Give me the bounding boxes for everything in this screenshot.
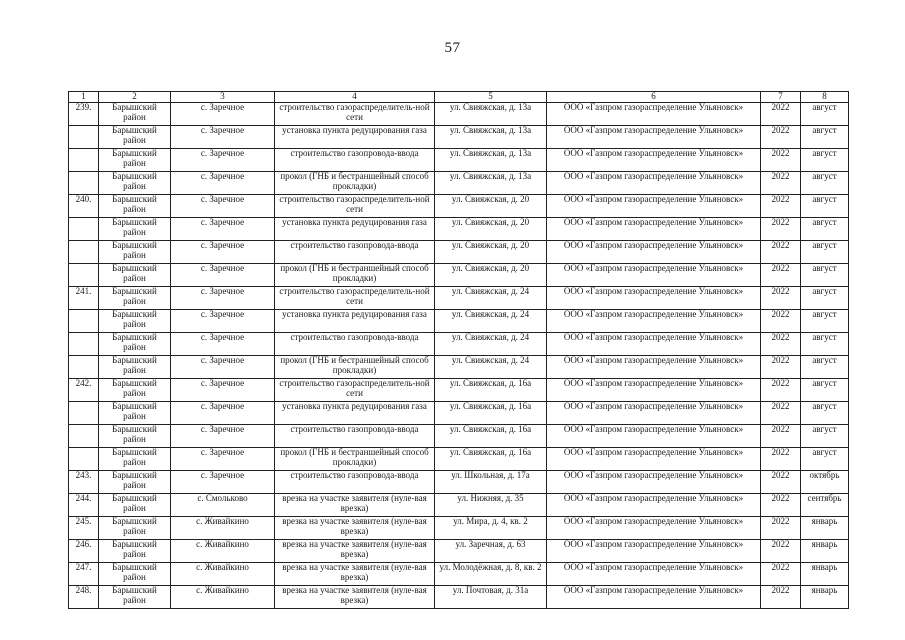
locality-cell: с. Заречное: [171, 356, 275, 379]
month-cell: август: [801, 310, 849, 333]
row-number-cell: [69, 149, 99, 172]
header-cell: 6: [547, 92, 761, 103]
district-cell: Барышский район: [99, 218, 171, 241]
year-cell: 2022: [761, 103, 801, 126]
district-cell: Барышский район: [99, 149, 171, 172]
table-row: [69, 356, 849, 379]
table-row: [69, 241, 849, 264]
address-cell: ул. Заречная, д. 63: [435, 540, 547, 563]
month-cell: август: [801, 264, 849, 287]
row-number-cell: [69, 218, 99, 241]
month-cell: август: [801, 356, 849, 379]
work-type-cell: установка пункта редуцирования газа: [275, 310, 435, 333]
district-cell: Барышский район: [99, 241, 171, 264]
month-cell: август: [801, 126, 849, 149]
table-row: [69, 448, 849, 471]
locality-cell: с. Заречное: [171, 425, 275, 448]
district-cell: Барышский район: [99, 287, 171, 310]
address-cell: ул. Свияжская, д. 20: [435, 264, 547, 287]
address-cell: ул. Свияжская, д. 20: [435, 218, 547, 241]
table-row: [69, 103, 849, 126]
work-type-cell: врезка на участке заявителя (нуле-вая врезка): [275, 563, 435, 586]
work-type-cell: строительство газораспределитель-ной сети: [275, 103, 435, 126]
locality-cell: с. Заречное: [171, 471, 275, 494]
locality-cell: с. Заречное: [171, 149, 275, 172]
organization-cell: ООО «Газпром газораспределение Ульяновск»: [547, 172, 761, 195]
address-cell: ул. Почтовая, д. 31а: [435, 586, 547, 609]
row-number-cell: [69, 126, 99, 149]
header-cell: 3: [171, 92, 275, 103]
organization-cell: ООО «Газпром газораспределение Ульяновск»: [547, 264, 761, 287]
organization-cell: ООО «Газпром газораспределение Ульяновск»: [547, 126, 761, 149]
locality-cell: с. Живайкино: [171, 540, 275, 563]
year-cell: 2022: [761, 379, 801, 402]
organization-cell: ООО «Газпром газораспределение Ульяновск»: [547, 471, 761, 494]
work-type-cell: врезка на участке заявителя (нуле-вая врезка): [275, 517, 435, 540]
work-type-cell: врезка на участке заявителя (нуле-вая врезка): [275, 540, 435, 563]
month-cell: август: [801, 241, 849, 264]
work-type-cell: строительство газораспределитель-ной сети: [275, 379, 435, 402]
work-type-cell: прокол (ГНБ и бестраншейный способ прокладки): [275, 448, 435, 471]
district-cell: Барышский район: [99, 356, 171, 379]
address-cell: ул. Нижняя, д. 35: [435, 494, 547, 517]
district-cell: Барышский район: [99, 494, 171, 517]
address-cell: ул. Свияжская, д. 24: [435, 356, 547, 379]
table-row: [69, 195, 849, 218]
month-cell: август: [801, 448, 849, 471]
organization-cell: ООО «Газпром газораспределение Ульяновск»: [547, 517, 761, 540]
year-cell: 2022: [761, 494, 801, 517]
row-number-cell: [69, 448, 99, 471]
locality-cell: с. Заречное: [171, 195, 275, 218]
year-cell: 2022: [761, 310, 801, 333]
district-cell: Барышский район: [99, 310, 171, 333]
year-cell: 2022: [761, 402, 801, 425]
row-number-cell: 240.: [69, 195, 99, 218]
year-cell: 2022: [761, 149, 801, 172]
table-row: [69, 563, 849, 586]
address-cell: ул. Свияжская, д. 13а: [435, 149, 547, 172]
month-cell: август: [801, 425, 849, 448]
month-cell: январь: [801, 586, 849, 609]
organization-cell: ООО «Газпром газораспределение Ульяновск»: [547, 333, 761, 356]
organization-cell: ООО «Газпром газораспределение Ульяновск»: [547, 402, 761, 425]
work-type-cell: строительство газораспределитель-ной сети: [275, 195, 435, 218]
year-cell: 2022: [761, 425, 801, 448]
address-cell: ул. Школьная, д. 17а: [435, 471, 547, 494]
address-cell: ул. Свияжская, д. 16а: [435, 402, 547, 425]
locality-cell: с. Заречное: [171, 310, 275, 333]
month-cell: январь: [801, 563, 849, 586]
locality-cell: с. Заречное: [171, 402, 275, 425]
year-cell: 2022: [761, 195, 801, 218]
month-cell: август: [801, 218, 849, 241]
organization-cell: ООО «Газпром газораспределение Ульяновск»: [547, 586, 761, 609]
address-cell: ул. Свияжская, д. 24: [435, 333, 547, 356]
row-number-cell: 239.: [69, 103, 99, 126]
month-cell: январь: [801, 540, 849, 563]
work-type-cell: строительство газопровода-ввода: [275, 471, 435, 494]
address-cell: ул. Свияжская, д. 20: [435, 195, 547, 218]
district-cell: Барышский район: [99, 126, 171, 149]
year-cell: 2022: [761, 517, 801, 540]
table-row: [69, 471, 849, 494]
district-cell: Барышский район: [99, 586, 171, 609]
organization-cell: ООО «Газпром газораспределение Ульяновск»: [547, 310, 761, 333]
work-type-cell: прокол (ГНБ и бестраншейный способ прокладки): [275, 356, 435, 379]
address-cell: ул. Мира, д. 4, кв. 2: [435, 517, 547, 540]
district-cell: Барышский район: [99, 563, 171, 586]
locality-cell: с. Заречное: [171, 264, 275, 287]
table-row: [69, 287, 849, 310]
address-cell: ул. Свияжская, д. 24: [435, 287, 547, 310]
locality-cell: с. Живайкино: [171, 586, 275, 609]
organization-cell: ООО «Газпром газораспределение Ульяновск»: [547, 563, 761, 586]
work-type-cell: прокол (ГНБ и бестраншейный способ прокладки): [275, 264, 435, 287]
work-type-cell: прокол (ГНБ и бестраншейный способ прокладки): [275, 172, 435, 195]
row-number-cell: [69, 264, 99, 287]
district-cell: Барышский район: [99, 517, 171, 540]
row-number-cell: 244.: [69, 494, 99, 517]
address-cell: ул. Свияжская, д. 13а: [435, 103, 547, 126]
organization-cell: ООО «Газпром газораспределение Ульяновск»: [547, 218, 761, 241]
month-cell: август: [801, 402, 849, 425]
table-row: [69, 586, 849, 609]
organization-cell: ООО «Газпром газораспределение Ульяновск»: [547, 149, 761, 172]
month-cell: январь: [801, 517, 849, 540]
table-row: [69, 218, 849, 241]
locality-cell: с. Заречное: [171, 333, 275, 356]
organization-cell: ООО «Газпром газораспределение Ульяновск»: [547, 425, 761, 448]
locality-cell: с. Заречное: [171, 448, 275, 471]
year-cell: 2022: [761, 218, 801, 241]
locality-cell: с. Заречное: [171, 218, 275, 241]
header-cell: 4: [275, 92, 435, 103]
work-type-cell: установка пункта редуцирования газа: [275, 218, 435, 241]
month-cell: август: [801, 333, 849, 356]
table-row: [69, 264, 849, 287]
row-number-cell: 242.: [69, 379, 99, 402]
header-cell: 1: [69, 92, 99, 103]
district-cell: Барышский район: [99, 264, 171, 287]
row-number-cell: [69, 172, 99, 195]
organization-cell: ООО «Газпром газораспределение Ульяновск»: [547, 241, 761, 264]
table-row: [69, 425, 849, 448]
district-cell: Барышский район: [99, 195, 171, 218]
page-number: 57: [444, 40, 461, 56]
district-cell: Барышский район: [99, 379, 171, 402]
work-type-cell: установка пункта редуцирования газа: [275, 126, 435, 149]
month-cell: август: [801, 172, 849, 195]
row-number-cell: 241.: [69, 287, 99, 310]
locality-cell: с. Заречное: [171, 103, 275, 126]
district-cell: Барышский район: [99, 172, 171, 195]
district-cell: Барышский район: [99, 402, 171, 425]
locality-cell: с. Заречное: [171, 379, 275, 402]
table-row: [69, 149, 849, 172]
year-cell: 2022: [761, 540, 801, 563]
row-number-cell: [69, 356, 99, 379]
header-cell: 2: [99, 92, 171, 103]
address-cell: ул. Молодёжная, д. 8, кв. 2: [435, 563, 547, 586]
district-cell: Барышский район: [99, 471, 171, 494]
locality-cell: с. Живайкино: [171, 563, 275, 586]
organization-cell: ООО «Газпром газораспределение Ульяновск»: [547, 356, 761, 379]
address-cell: ул. Свияжская, д. 13а: [435, 126, 547, 149]
work-type-cell: строительство газораспределитель-ной сети: [275, 287, 435, 310]
district-cell: Барышский район: [99, 425, 171, 448]
row-number-cell: [69, 310, 99, 333]
work-type-cell: строительство газопровода-ввода: [275, 241, 435, 264]
year-cell: 2022: [761, 333, 801, 356]
year-cell: 2022: [761, 287, 801, 310]
organization-cell: ООО «Газпром газораспределение Ульяновск»: [547, 448, 761, 471]
header-cell: 5: [435, 92, 547, 103]
year-cell: 2022: [761, 563, 801, 586]
row-number-cell: [69, 402, 99, 425]
organization-cell: ООО «Газпром газораспределение Ульяновск»: [547, 494, 761, 517]
locality-cell: с. Заречное: [171, 126, 275, 149]
works-table: [68, 91, 849, 609]
table-row: [69, 402, 849, 425]
month-cell: октябрь: [801, 471, 849, 494]
work-type-cell: врезка на участке заявителя (нуле-вая врезка): [275, 586, 435, 609]
address-cell: ул. Свияжская, д. 16а: [435, 448, 547, 471]
work-type-cell: установка пункта редуцирования газа: [275, 402, 435, 425]
address-cell: ул. Свияжская, д. 20: [435, 241, 547, 264]
month-cell: август: [801, 195, 849, 218]
year-cell: 2022: [761, 586, 801, 609]
month-cell: сентябрь: [801, 494, 849, 517]
table-row: [69, 333, 849, 356]
row-number-cell: 243.: [69, 471, 99, 494]
row-number-cell: [69, 425, 99, 448]
table-row: [69, 310, 849, 333]
month-cell: август: [801, 149, 849, 172]
locality-cell: с. Заречное: [171, 287, 275, 310]
header-cell: 7: [761, 92, 801, 103]
organization-cell: ООО «Газпром газораспределение Ульяновск»: [547, 103, 761, 126]
year-cell: 2022: [761, 241, 801, 264]
organization-cell: ООО «Газпром газораспределение Ульяновск»: [547, 540, 761, 563]
table-row: [69, 494, 849, 517]
work-type-cell: строительство газопровода-ввода: [275, 425, 435, 448]
organization-cell: ООО «Газпром газораспределение Ульяновск»: [547, 379, 761, 402]
row-number-cell: 245.: [69, 517, 99, 540]
year-cell: 2022: [761, 471, 801, 494]
address-cell: ул. Свияжская, д. 13а: [435, 172, 547, 195]
work-type-cell: строительство газопровода-ввода: [275, 333, 435, 356]
year-cell: 2022: [761, 126, 801, 149]
year-cell: 2022: [761, 172, 801, 195]
table-row: [69, 517, 849, 540]
year-cell: 2022: [761, 448, 801, 471]
locality-cell: с. Живайкино: [171, 517, 275, 540]
month-cell: август: [801, 103, 849, 126]
work-type-cell: врезка на участке заявителя (нуле-вая врезка): [275, 494, 435, 517]
locality-cell: с. Заречное: [171, 241, 275, 264]
row-number-cell: [69, 333, 99, 356]
header-cell: 8: [801, 92, 849, 103]
district-cell: Барышский район: [99, 540, 171, 563]
header-row: [69, 92, 849, 103]
row-number-cell: [69, 241, 99, 264]
row-number-cell: 247.: [69, 563, 99, 586]
organization-cell: ООО «Газпром газораспределение Ульяновск»: [547, 195, 761, 218]
row-number-cell: 246.: [69, 540, 99, 563]
district-cell: Барышский район: [99, 333, 171, 356]
district-cell: Барышский район: [99, 103, 171, 126]
address-cell: ул. Свияжская, д. 24: [435, 310, 547, 333]
table-row: [69, 126, 849, 149]
work-type-cell: строительство газопровода-ввода: [275, 149, 435, 172]
district-cell: Барышский район: [99, 448, 171, 471]
row-number-cell: 248.: [69, 586, 99, 609]
table-row: [69, 540, 849, 563]
table-row: [69, 172, 849, 195]
locality-cell: с. Смольково: [171, 494, 275, 517]
month-cell: август: [801, 287, 849, 310]
table-row: [69, 379, 849, 402]
year-cell: 2022: [761, 356, 801, 379]
locality-cell: с. Заречное: [171, 172, 275, 195]
address-cell: ул. Свияжская, д. 16а: [435, 379, 547, 402]
month-cell: август: [801, 379, 849, 402]
organization-cell: ООО «Газпром газораспределение Ульяновск»: [547, 287, 761, 310]
year-cell: 2022: [761, 264, 801, 287]
address-cell: ул. Свияжская, д. 16а: [435, 425, 547, 448]
